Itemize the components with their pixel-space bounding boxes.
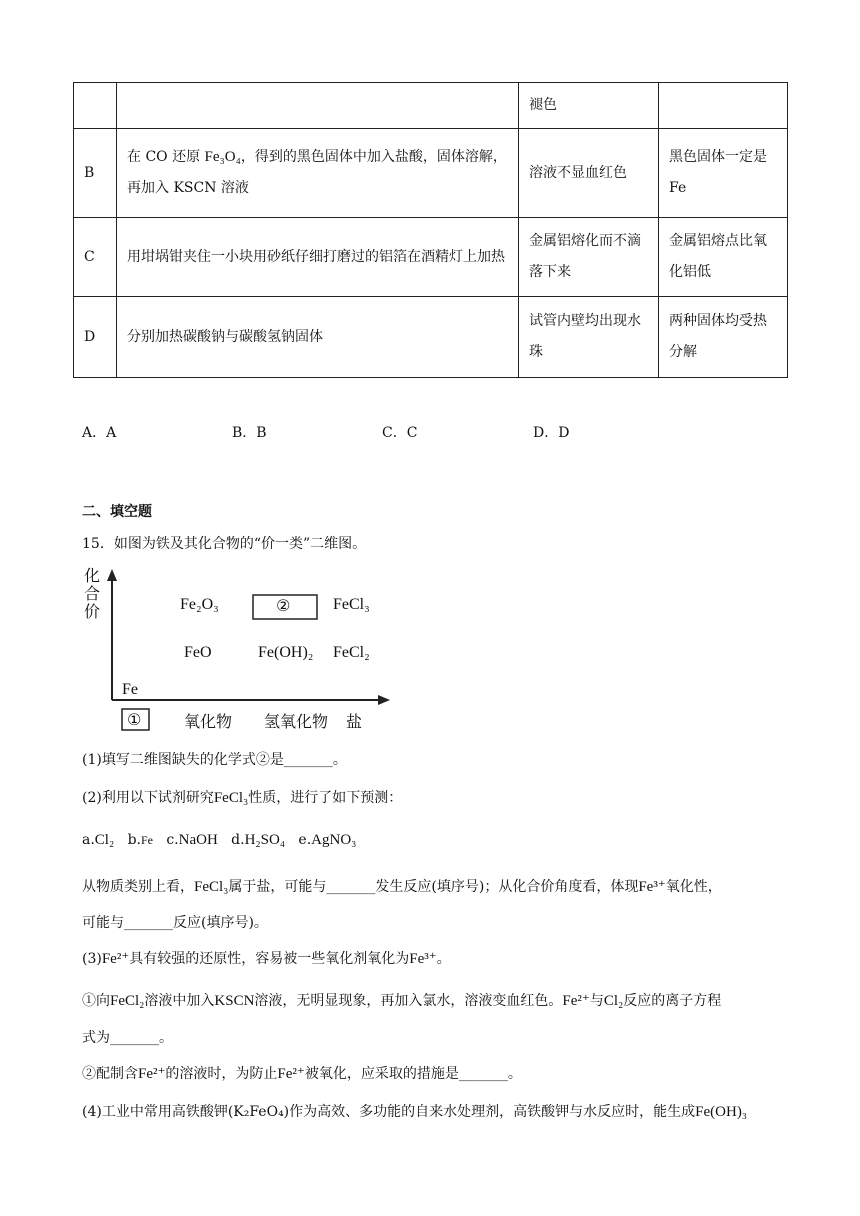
option-c: C．C: [382, 425, 418, 441]
item-fe2o3: Fe₂O₃: [180, 596, 219, 613]
formula: Fe₃O₄: [204, 149, 241, 165]
item-fe: Fe: [122, 681, 138, 698]
row-operation: [117, 129, 519, 218]
row-phenomenon: 金属铝熔化而不滴落下来: [519, 218, 659, 297]
q15-part2: (2)利用以下试剂研究FeCl₃性质，进行了如下预测：: [82, 790, 403, 806]
row-operation: 用坩埚钳夹住一小块用砂纸仔细打磨过的铝箔在酒精灯上加热: [117, 218, 519, 297]
item-feo: FeO: [184, 644, 212, 661]
table-row: [74, 297, 788, 378]
table-row: [74, 218, 788, 297]
row-label: B: [74, 129, 117, 218]
x-label-salt: 盐: [346, 712, 363, 731]
q15-part2-text: 从物质类别上看，FeCl₃属于盐，可能与_______发生反应(填序号)；从化合价角度看，体现Fe³⁺氧化性，: [82, 879, 722, 895]
x-label-oxide: 氧化物: [184, 712, 233, 731]
row-phenomenon: 试管内壁均出现水珠: [519, 297, 659, 378]
reagent-list: a.Cl₂ b.Fe c.NaOH d.H₂SO₄ e.AgNO₃: [82, 832, 357, 848]
row-label: C: [74, 218, 117, 297]
q15-part3-1: ①向FeCl₂溶液中加入KSCN溶液，无明显现象，再加入氯水，溶液变血红色。Fe²⁺与Cl₂反应的离子方程: [82, 993, 722, 1009]
row-phenomenon: 溶液不显血红色: [519, 129, 659, 218]
q15-part3: (3)Fe²⁺具有较强的还原性，容易被一些氧化剂氧化为Fe³⁺。: [82, 951, 451, 967]
x-label-hydroxide: 氢氧化物: [264, 712, 329, 731]
y-axis-label: 化 合 价: [84, 566, 101, 621]
item-fecl3: FeCl₃: [333, 596, 370, 613]
row-conclusion: 两种固体均受热分解: [659, 297, 788, 378]
item-feoh2: Fe(OH)₂: [258, 644, 314, 661]
row-label: [74, 83, 117, 129]
op-text: ，得到的黑色固体中加入盐酸，固体溶解，再加入 KSCN 溶液: [127, 149, 507, 196]
op-text: 在 CO 还原: [127, 149, 201, 165]
row-phenomenon: 褪色: [519, 83, 659, 129]
row-conclusion: 黑色固体一定是 Fe: [659, 129, 788, 218]
question-table: [73, 82, 788, 378]
option-b: B．B: [232, 425, 267, 441]
row-operation: 分别加热碳酸钠与碳酸氢钠固体: [117, 297, 519, 378]
question-stem: 15．如图为铁及其化合物的“价一类”二维图。: [82, 536, 367, 552]
q15-part1: (1)填写二维图缺失的化学式②是_______。: [82, 752, 347, 768]
q15-part3-2: ②配制含Fe²⁺的溶液时，为防止Fe²⁺被氧化，应采取的措施是_______。: [82, 1066, 522, 1082]
blank-1: ①: [127, 710, 142, 729]
row-conclusion: [659, 83, 788, 129]
blank-2: ②: [276, 596, 291, 615]
row-conclusion: 金属铝熔点比氧化铝低: [659, 218, 788, 297]
option-a: A．A: [82, 425, 117, 441]
row-operation: [117, 83, 519, 129]
table-row: [74, 129, 788, 218]
q15-part3-1b: 式为_______。: [82, 1030, 173, 1046]
section-title: 二、填空题: [82, 504, 152, 520]
q15-part4: (4)工业中常用高铁酸钾(K₂FeO₄)作为高效、多功能的自来水处理剂，高铁酸钾与水反应时，能生成Fe(OH)₃: [82, 1104, 748, 1120]
table-row: [74, 83, 788, 129]
item-fecl2: FeCl₂: [333, 644, 370, 661]
q15-part2-text-2: 可能与_______反应(填序号)。: [82, 915, 268, 931]
valence-class-diagram: [80, 565, 400, 735]
row-label: D: [74, 297, 117, 378]
option-d: D．D: [533, 425, 570, 441]
